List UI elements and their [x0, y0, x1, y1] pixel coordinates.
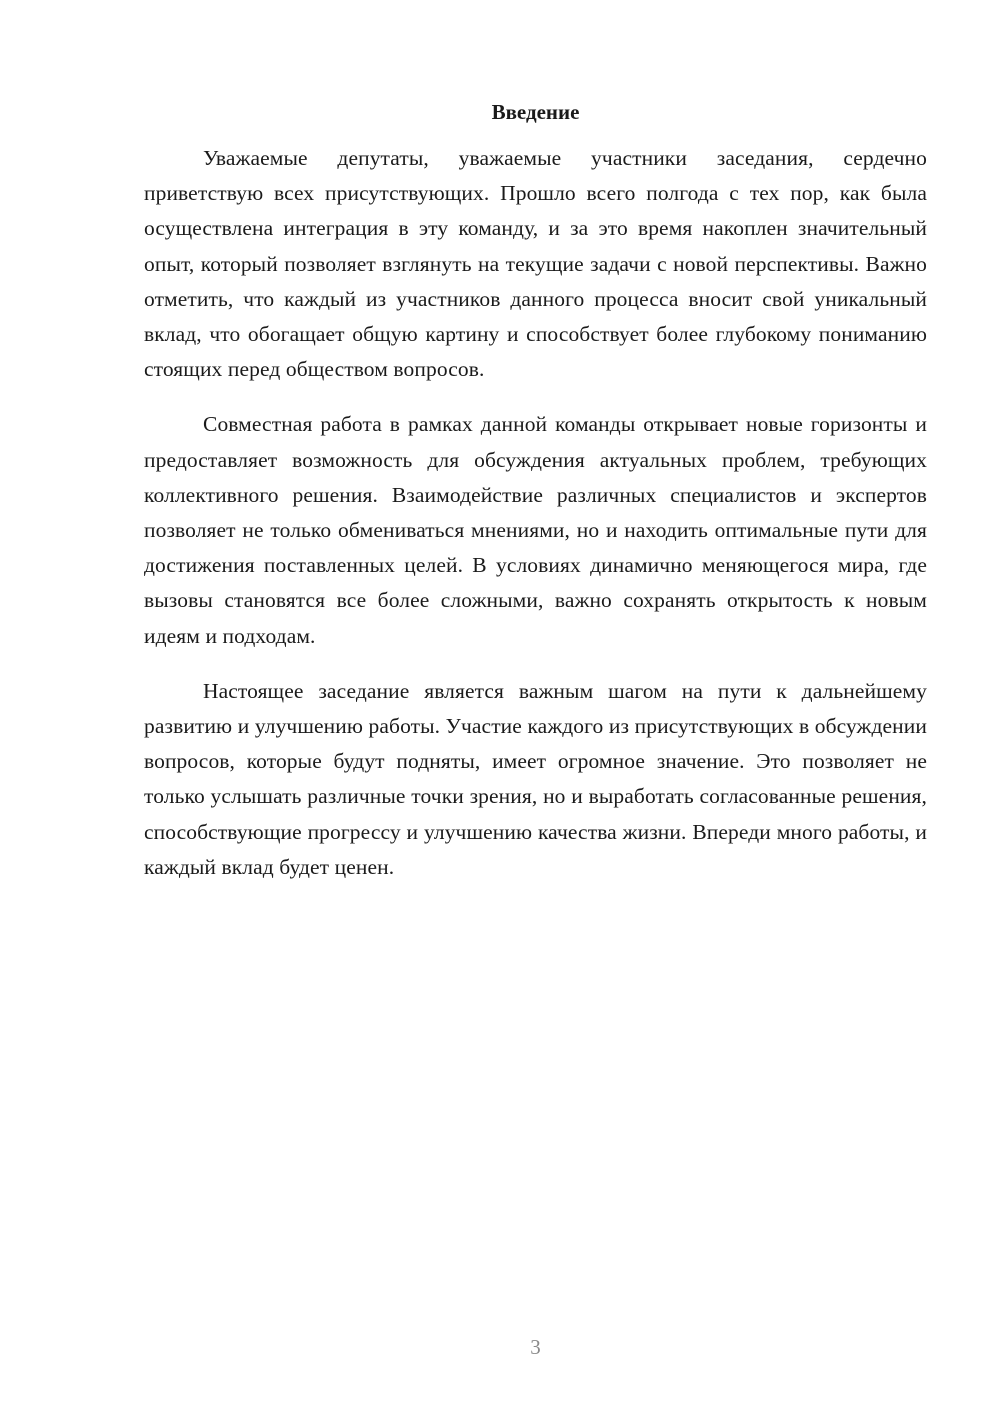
page-number: 3 — [530, 1335, 541, 1359]
paragraph-2: Совместная работа в рамках данной команды открывает новые горизонты и предоставляет возможность для обсуждения актуальных проблем, требующих коллективного решения. Взаимодействие различных специалистов и экспертов позволяет не только обмениваться мнениями, но и находить оптимальные пути для достижения поставленных целей. В условиях динамично меняющегося мира, где вызовы становятся все более сложными, важно сохранять открытость к новым идеям и подходам. — [144, 412, 927, 648]
document-title: Введение — [491, 100, 580, 124]
paragraph-3: Настоящее заседание является важным шагом на пути к дальнейшему развитию и улучшению работы. Участие каждого из присутствующих в обсуждении вопросов, которые будут подняты, имеет огромное значение. Это позволяет не только услышать различные точки зрения, но и выработать согласованные решения, способствующие прогрессу и улучшению качества жизни. Впереди много работы, и каждый вклад будет ценен. — [144, 678, 927, 879]
paragraph-1: Уважаемые депутаты, уважаемые участники заседания, сердечно приветствую всех присутствующих. Прошло всего полгода с тех пор, как была осуществлена интеграция в эту команду, и за это время накоплен значительный опыт, который позволяет взглянуть на текущие задачи с новой перспективы. Важно отметить, что каждый из участников данного процесса вносит свой уникальный вклад, что обогащает общую картину и способствует более глубокому пониманию стоящих перед обществом вопросов. — [144, 146, 927, 382]
document-body — [144, 141, 927, 905]
